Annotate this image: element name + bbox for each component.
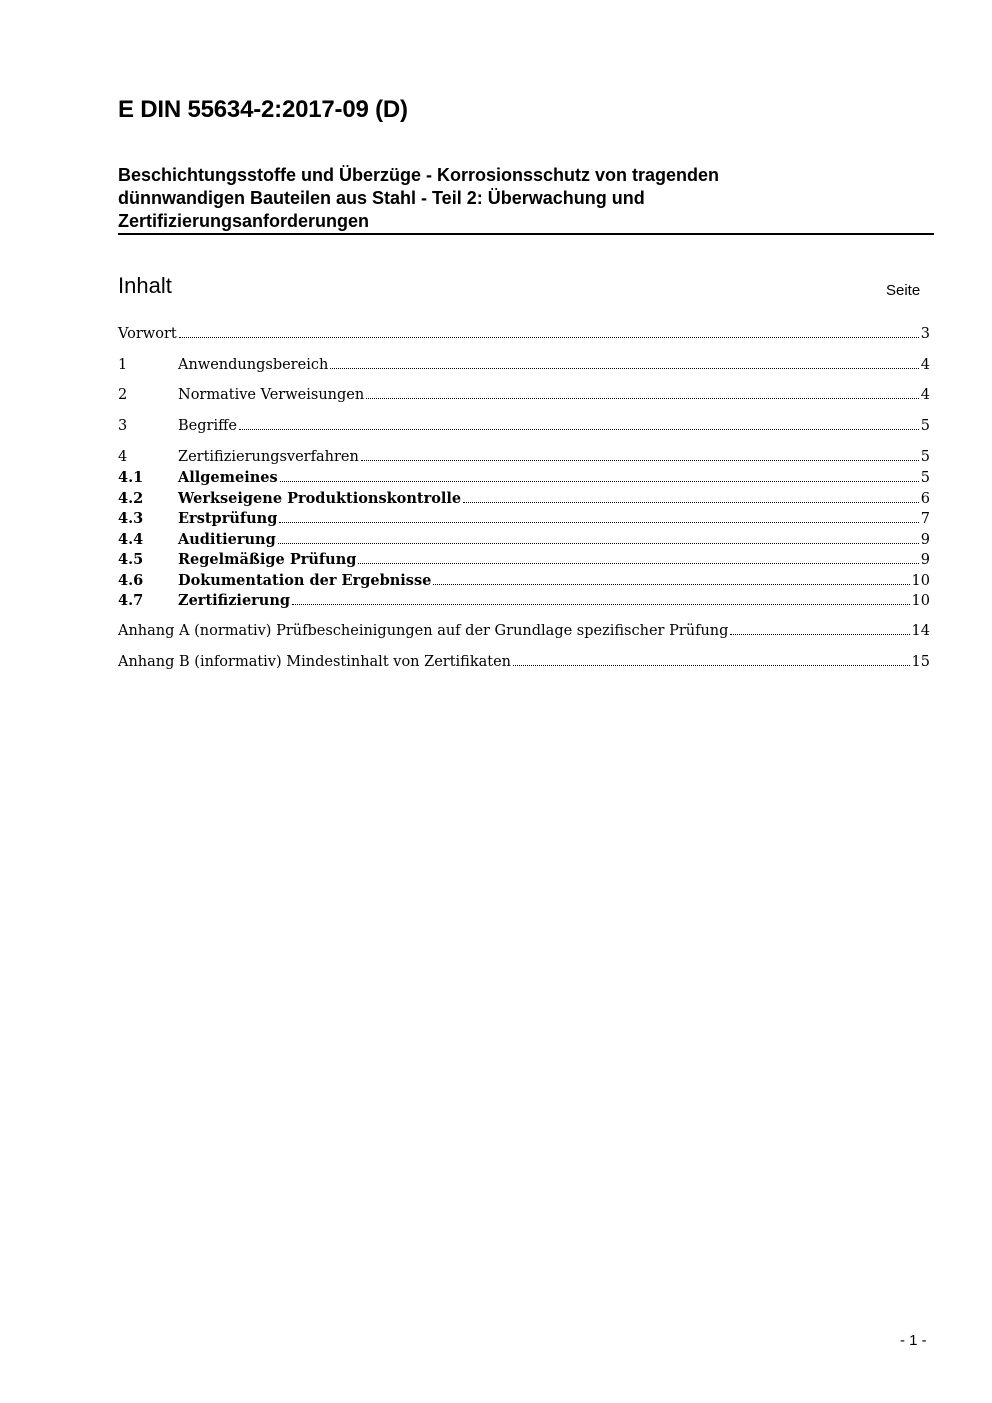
toc-leader bbox=[463, 501, 919, 503]
toc-entry-anhang-a[interactable] bbox=[118, 623, 930, 643]
toc-entry-4-5[interactable] bbox=[118, 551, 930, 571]
toc-leader bbox=[279, 521, 918, 523]
toc-entry-label: Zertifizierung bbox=[178, 592, 291, 609]
toc-heading: Inhalt bbox=[118, 273, 172, 298]
toc-entry-label: Erstprüfung bbox=[178, 510, 278, 527]
toc-entry-4-7[interactable] bbox=[118, 592, 930, 612]
toc-entry-3[interactable] bbox=[118, 418, 930, 438]
toc-page-column-label: Seite bbox=[886, 282, 921, 299]
toc-entry-page: 14 bbox=[911, 623, 930, 639]
document-title-line: dünnwandigen Bauteilen aus Stahl - Teil 2: Überwachung und bbox=[118, 188, 645, 208]
toc-entry-page: 5 bbox=[920, 449, 930, 465]
toc-entry-label: Dokumentation der Ergebnisse bbox=[178, 572, 432, 589]
toc-leader bbox=[358, 562, 918, 564]
toc-entry-4-1[interactable] bbox=[118, 469, 930, 489]
title-divider bbox=[118, 233, 934, 235]
toc-entry-label: Anhang A (normativ) Prüfbescheinigungen auf der Grundlage spezifischer Prüfung bbox=[118, 623, 729, 639]
toc-entry-2[interactable] bbox=[118, 387, 930, 407]
toc-entry-label: Auditierung bbox=[178, 531, 276, 548]
toc-entry-4-6[interactable] bbox=[118, 572, 930, 592]
toc-entry-4[interactable] bbox=[118, 449, 930, 469]
toc-entry-page: 15 bbox=[911, 654, 930, 670]
toc-entry-number: 4.2 bbox=[118, 490, 144, 507]
toc-entry-label: Anhang B (informativ) Mindestinhalt von Zertifikaten bbox=[118, 654, 512, 670]
toc-entry-anhang-b[interactable] bbox=[118, 654, 930, 674]
toc-entry-number: 4.6 bbox=[118, 572, 144, 589]
toc-entry-label: Allgemeines bbox=[178, 469, 278, 486]
document-title-line: Zertifizierungsanforderungen bbox=[118, 211, 370, 231]
toc-entry-label: Vorwort bbox=[118, 326, 177, 342]
toc-entry-label: Normative Verweisungen bbox=[178, 387, 365, 403]
toc-leader bbox=[730, 633, 909, 635]
toc-entry-page: 4 bbox=[920, 387, 930, 403]
document-title-line: Beschichtungsstoffe und Überzüge - Korrosionsschutz von tragenden bbox=[118, 165, 720, 185]
toc-entry-page: 9 bbox=[920, 532, 930, 548]
toc-leader bbox=[513, 664, 910, 666]
toc-leader bbox=[280, 480, 919, 482]
toc-entry-number: 4.1 bbox=[118, 469, 144, 486]
toc-entry-number: 1 bbox=[118, 357, 128, 373]
toc-entry-number: 4.7 bbox=[118, 592, 144, 609]
toc-entry-4-3[interactable] bbox=[118, 510, 930, 530]
toc-leader bbox=[278, 542, 919, 544]
toc-leader bbox=[361, 459, 919, 461]
toc-entry-vorwort[interactable] bbox=[118, 326, 930, 346]
page-number: - 1 - bbox=[900, 1332, 927, 1349]
toc-entry-4-2[interactable] bbox=[118, 490, 930, 510]
toc-entry-number: 4.3 bbox=[118, 510, 144, 527]
toc-entry-page: 10 bbox=[911, 573, 930, 589]
toc-leader bbox=[433, 583, 909, 585]
toc-leader bbox=[366, 397, 919, 399]
toc-entry-number: 4.5 bbox=[118, 551, 144, 568]
toc-entry-4-4[interactable] bbox=[118, 531, 930, 551]
toc-leader bbox=[179, 336, 919, 338]
toc-entry-number: 2 bbox=[118, 387, 128, 403]
toc-entry-label: Begriffe bbox=[178, 418, 237, 434]
toc-entry-page: 5 bbox=[920, 470, 930, 486]
toc-leader bbox=[239, 428, 919, 430]
toc-entry-1[interactable] bbox=[118, 357, 930, 377]
toc-entry-page: 9 bbox=[920, 552, 930, 568]
document-title bbox=[118, 164, 818, 233]
toc-leader bbox=[292, 603, 910, 605]
toc-leader bbox=[330, 367, 918, 369]
toc-entry-label: Zertifizierungsverfahren bbox=[178, 449, 359, 465]
toc-entry-page: 3 bbox=[920, 326, 930, 342]
document-id: E DIN 55634-2:2017-09 (D) bbox=[118, 96, 408, 123]
toc-entry-page: 10 bbox=[911, 593, 930, 609]
toc-entry-number: 3 bbox=[118, 418, 128, 434]
toc-entry-page: 6 bbox=[920, 491, 930, 507]
toc-entry-page: 7 bbox=[920, 511, 930, 527]
toc-entry-label: Werkseigene Produktionskontrolle bbox=[178, 490, 462, 507]
toc-entry-page: 5 bbox=[920, 418, 930, 434]
toc-entry-number: 4 bbox=[118, 449, 128, 465]
toc-entry-number: 4.4 bbox=[118, 531, 144, 548]
toc-entry-label: Regelmäßige Prüfung bbox=[178, 551, 357, 568]
toc-entry-page: 4 bbox=[920, 357, 930, 373]
toc-entry-label: Anwendungsbereich bbox=[178, 357, 329, 373]
